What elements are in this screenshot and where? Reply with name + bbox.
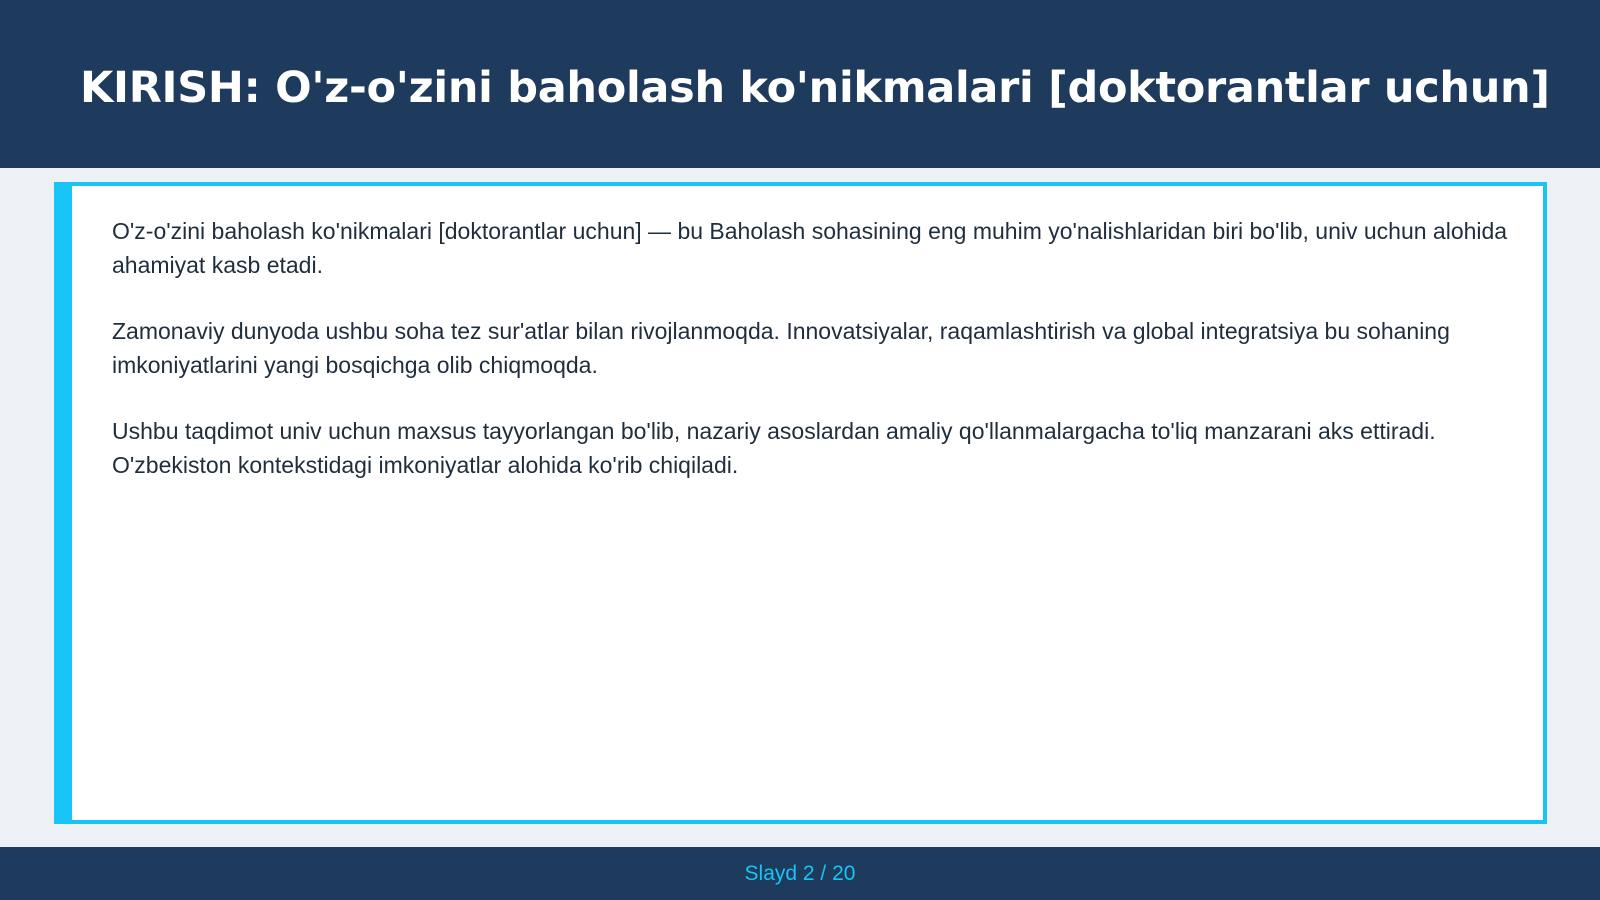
- slide-footer: [0, 847, 1600, 900]
- slide-counter: Slayd 2 / 20: [744, 861, 856, 885]
- content-paragraph-3: Ushbu taqdimot univ uchun maxsus tayyorlangan bo'lib, nazariy asoslardan amaliy qo'llanmalargacha to'liq manzarani aks ettiradi. O'zbekiston kontekstidagi imkoniyatlar alohida ko'rib chiqiladi.: [112, 418, 1436, 478]
- content-card: [54, 182, 1547, 824]
- slide-header: [0, 0, 1600, 168]
- content-paragraph-1: O'z-o'zini baholash ko'nikmalari [doktorantlar uchun] — bu Baholash sohasining eng muhim yo'nalishlaridan biri bo'lib, univ uchun alohida ahamiyat kasb etadi.: [112, 218, 1508, 278]
- content-paragraphs: [112, 214, 1512, 514]
- content-paragraph-2: Zamonaviy dunyoda ushbu soha tez sur'atlar bilan rivojlanmoqda. Innovatsiyalar, raqamlashtirish va global integratsiya bu sohaning imkoniyatlarini yangi bosqichga olib chiqmoqda.: [112, 318, 1450, 378]
- slide-title: KIRISH: O'z-o'zini baholash ko'nikmalari [doktorantlar uchun]: [80, 63, 1550, 113]
